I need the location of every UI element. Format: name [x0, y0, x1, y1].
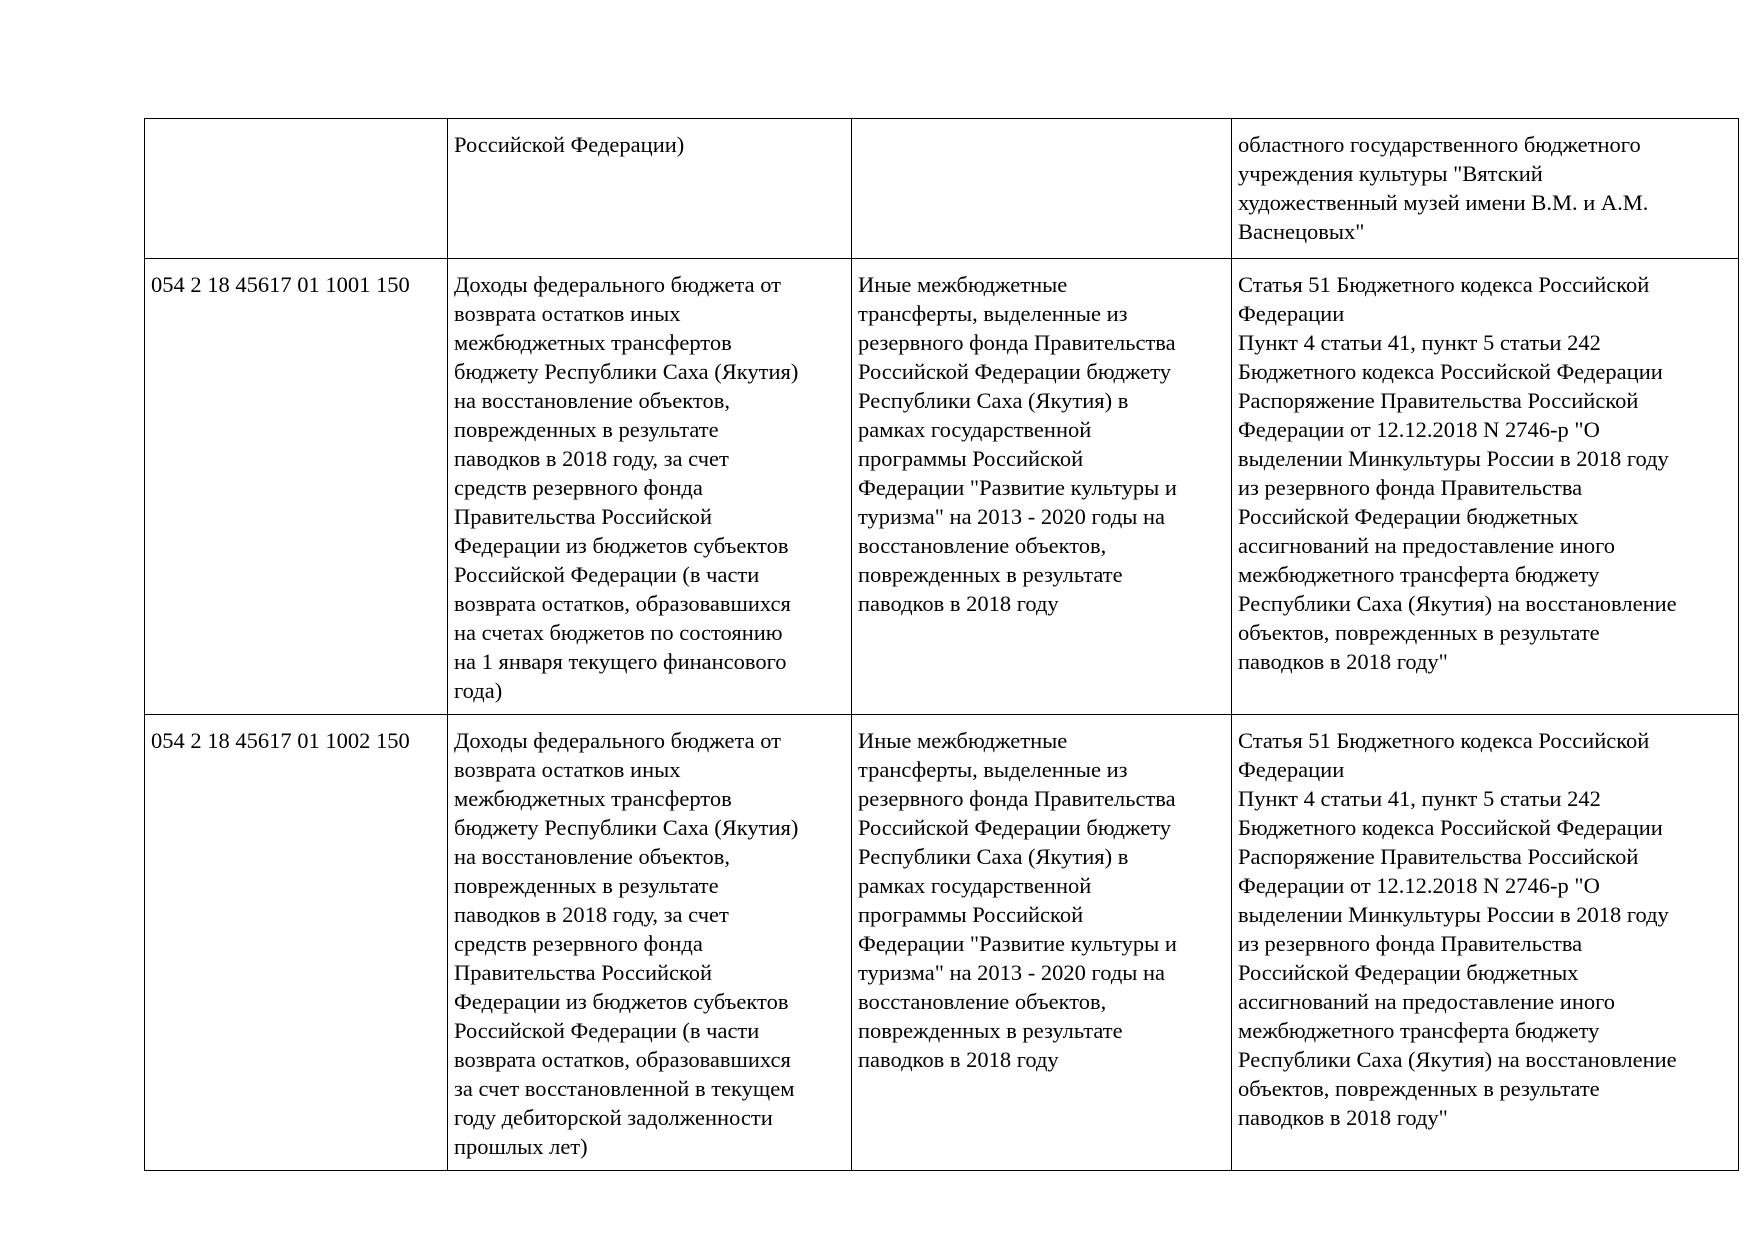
- cell-code: 054 2 18 45617 01 1001 150: [145, 259, 448, 715]
- cell-revenue-name: Доходы федерального бюджета от возврата остатков иных межбюджетных трансфертов бюджету Республики Саха (Якутия) на восстановление объектов, поврежденных в результате паводков в 2018 году, за счет средств резервного фонда Правительства Российской Федерации из бюджетов субъектов Российской Федерации (в части возврата остатков, образовавшихся за счет восстановленной в текущем году дебиторской задолженности прошлых лет): [448, 715, 852, 1171]
- cell-revenue-name: Доходы федерального бюджета от возврата остатков иных межбюджетных трансфертов бюджету Республики Саха (Якутия) на восстановление объектов, поврежденных в результате паводков в 2018 году, за счет средств резервного фонда Правительства Российской Федерации из бюджетов субъектов Российской Федерации (в части возврата остатков, образовавшихся на счетах бюджетов по состоянию на 1 января текущего финансового года): [448, 259, 852, 715]
- table-row: [145, 119, 1739, 259]
- cell-purpose: Иные межбюджетные трансферты, выделенные из резервного фонда Правительства Российской Федерации бюджету Республики Саха (Якутия) в рамках государственной программы Российской Федерации "Развитие культуры и туризма" на 2013 - 2020 годы на восстановление объектов, поврежденных в результате паводков в 2018 году: [852, 259, 1232, 715]
- cell-legal-basis: областного государственного бюджетного учреждения культуры "Вятский художественный музей имени В.М. и А.М. Васнецовых": [1232, 119, 1739, 259]
- cell-code: [145, 119, 448, 259]
- cell-purpose: [852, 119, 1232, 259]
- cell-code: 054 2 18 45617 01 1002 150: [145, 715, 448, 1171]
- budget-classification-table: [144, 118, 1739, 1171]
- table-row: [145, 259, 1739, 715]
- table-row: [145, 715, 1739, 1171]
- cell-legal-basis: Статья 51 Бюджетного кодекса Российской Федерации Пункт 4 статьи 41, пункт 5 статьи 242 Бюджетного кодекса Российской Федерации Распоряжение Правительства Российской Федерации от 12.12.2018 N 2746-р "О выделении Минкультуры России в 2018 году из резервного фонда Правительства Российской Федерации бюджетных ассигнований на предоставление иного межбюджетного трансферта бюджету Республики Саха (Якутия) на восстановление объектов, поврежденных в результате паводков в 2018 году": [1232, 715, 1739, 1171]
- cell-revenue-name: Российской Федерации): [448, 119, 852, 259]
- cell-purpose: Иные межбюджетные трансферты, выделенные из резервного фонда Правительства Российской Федерации бюджету Республики Саха (Якутия) в рамках государственной программы Российской Федерации "Развитие культуры и туризма" на 2013 - 2020 годы на восстановление объектов, поврежденных в результате паводков в 2018 году: [852, 715, 1232, 1171]
- cell-legal-basis: Статья 51 Бюджетного кодекса Российской Федерации Пункт 4 статьи 41, пункт 5 статьи 242 Бюджетного кодекса Российской Федерации Распоряжение Правительства Российской Федерации от 12.12.2018 N 2746-р "О выделении Минкультуры России в 2018 году из резервного фонда Правительства Российской Федерации бюджетных ассигнований на предоставление иного межбюджетного трансферта бюджету Республики Саха (Якутия) на восстановление объектов, поврежденных в результате паводков в 2018 году": [1232, 259, 1739, 715]
